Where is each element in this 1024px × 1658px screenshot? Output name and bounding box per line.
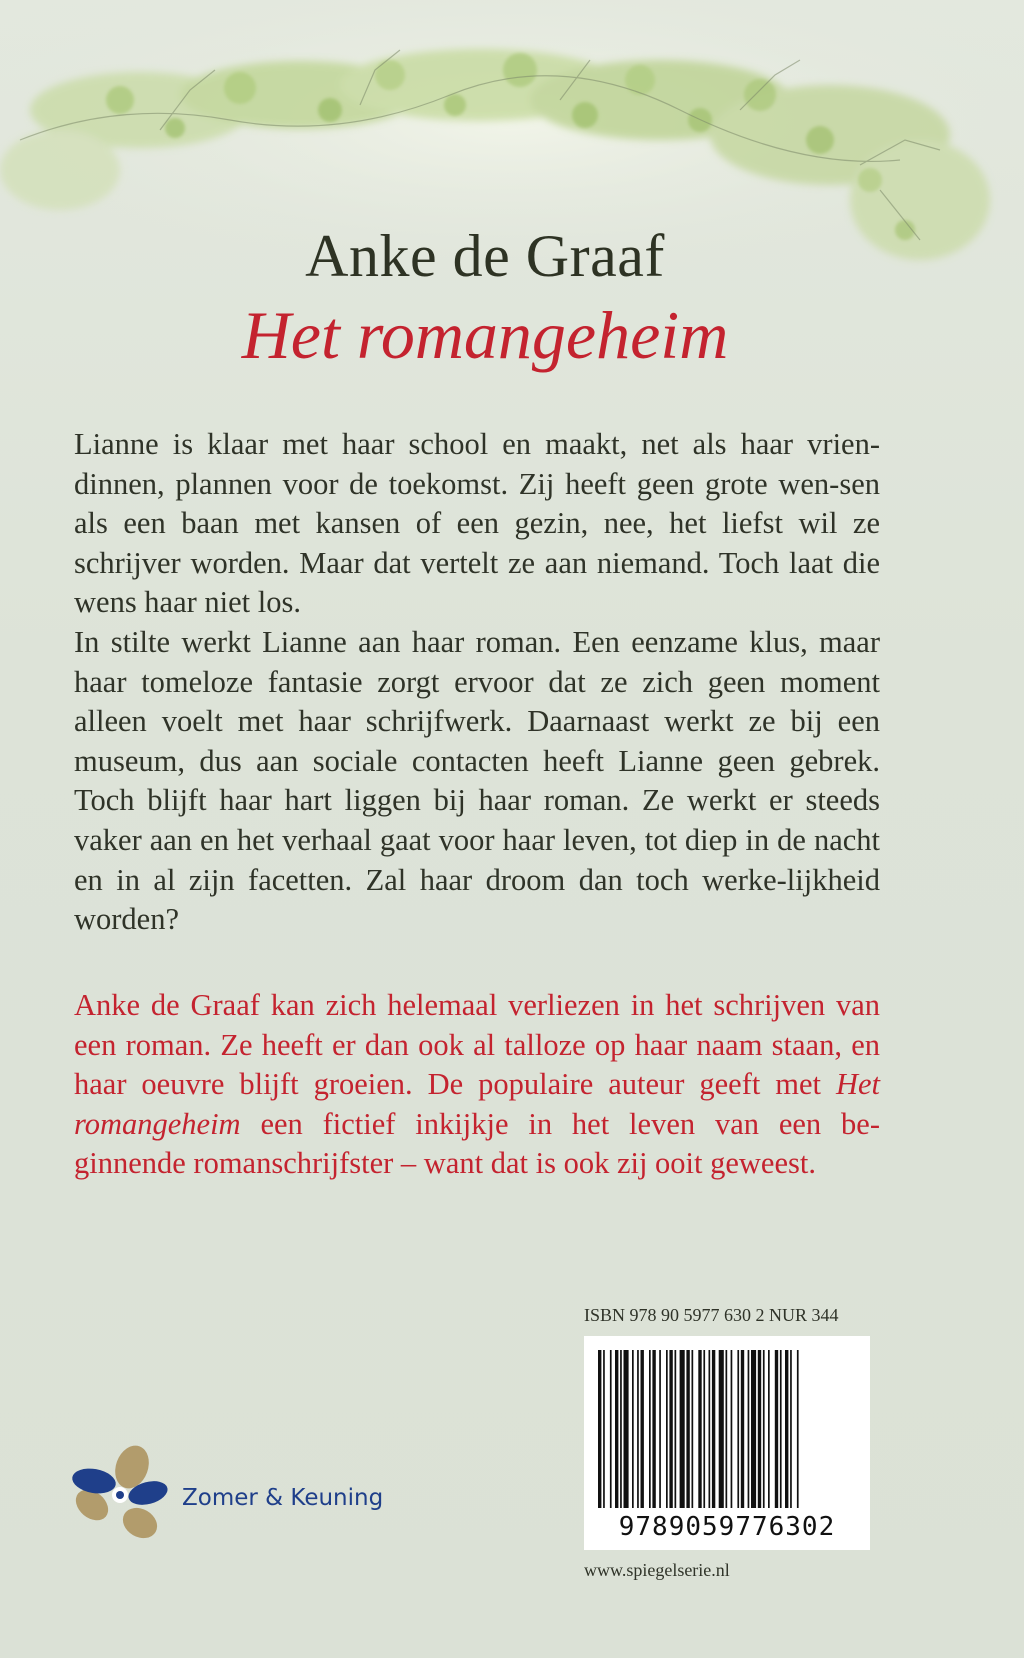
- barcode: [584, 1336, 870, 1550]
- barcode-digits: 9789059776302: [618, 1512, 836, 1542]
- blurb-paragraph-1: Lianne is klaar met haar school en maakt, net als haar vrien-dinnen, plannen voor de toekomst. Zij heeft geen grote wen-sen als een baan met kansen of een gezin, nee, het liefst wil ze schrijver worden. Maar dat vertelt ze aan niemand. Toch laat die wens haar niet los.: [74, 427, 880, 620]
- author-name: Anke de Graaf: [305, 223, 665, 289]
- blurb-paragraph-2: In stilte werkt Lianne aan haar roman. Een eenzame klus, maar haar tomeloze fantasie zorgt ervoor dat ze zich geen moment alleen voelt met haar schrijfwerk. Daarnaast werkt ze bij een museum, dus aan sociale contacten heeft Lianne geen gebrek. Toch blijft haar hart liggen bij haar roman. Ze werkt er steeds vaker aan en het verhaal gaat voor haar leven, tot diep in de nacht en in al zijn facetten. Zal haar droom dan toch werke-lijkheid worden?: [74, 624, 880, 937]
- publisher-name: Zomer & Keuning: [182, 1485, 384, 1511]
- isbn-line: ISBN 978 90 5977 630 2 NUR 344: [584, 1305, 839, 1325]
- author-bio: [74, 986, 880, 1184]
- website-url: www.spiegelserie.nl: [584, 1560, 730, 1580]
- author-bio-text-1: Anke de Graaf kan zich helemaal verliezen in het schrijven van een roman. Ze heeft er dan ook al talloze op haar naam staan, en haar oeuvre blijft groeien. De populaire auteur geeft met: [74, 988, 880, 1102]
- publisher-logo: [70, 1445, 390, 1545]
- book-title: Het romangeheim: [241, 297, 729, 373]
- blurb: [74, 425, 880, 940]
- author-bio-title-italic: Het romangeheim: [74, 1067, 881, 1141]
- author-bio-text-2: een fictief inkijkje in het leven van een be-ginnende romanschrijfster – want dat is ook zij ooit geweest.: [74, 1106, 880, 1181]
- flower-logo-icon: [70, 1445, 180, 1545]
